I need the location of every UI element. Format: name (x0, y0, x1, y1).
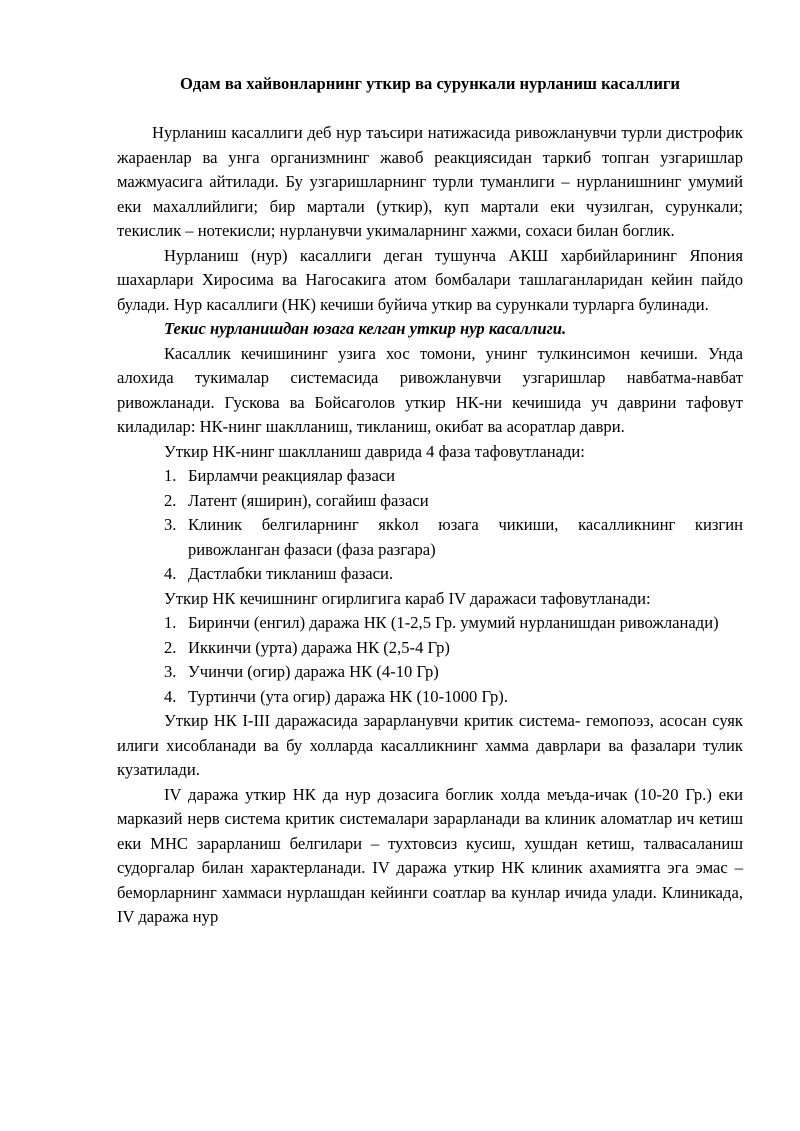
list-item (164, 562, 743, 587)
list-text: Биринчи (енгил) даража НК (1-2,5 Гр. умумий нурланишдан ривожланади) (188, 613, 719, 632)
document-title: Одам ва хайвонларнинг уткир ва сурункали нурланиш касаллиги (180, 74, 680, 93)
phases-list (117, 464, 743, 587)
list-item (164, 660, 743, 685)
paragraph-history: Нурланиш (нур) касаллиги деган тушунча АКШ харбийларининг Япония шахарлари Хиросима ва Нагосакига атом бомбалари ташлаганларидан кейин пайдо булади. Нур касаллиги (НК) кечиши буйича уткир ва сурункали турларга булинади. (117, 245, 743, 314)
list-item (164, 489, 743, 514)
list-text: Учинчи (огир) даража НК (4-10 Гр) (188, 662, 439, 681)
list-number: 4. (164, 686, 177, 706)
list-number: 1. (164, 466, 177, 485)
list-item (164, 464, 743, 489)
list-text: Бирламчи реакциялар фазаси (188, 466, 396, 485)
document-page (117, 72, 743, 930)
list-number: 2. (164, 490, 177, 510)
paragraph-critical-system: Уткир НК I-III даражасида зарарланувчи критик система- гемопоэз, асосан суяк илиги хисобланади ва бу холларда касалликнинг хамма даврлари ва фазалари тулик кузатилади. (117, 711, 743, 779)
list-number: 3. (164, 515, 177, 534)
list-number: 4. (164, 564, 177, 583)
section-subheading: Текис нурланишдан юзага келган уткир нур касаллиги. (164, 319, 567, 338)
paragraph-course: Касаллик кечишининг узига хос томони, унинг тулкинсимон кечиши. Унда алохида тукималар системасида ривожланувчи узгаришлар навбатма-навбат ривожланади. Гускова ва Бойсаголов уткир НК-ни кечишида уч даврини тафовут киладилар: НК-нинг шаклланиш, тикланиш, окибат ва асоратлар даври. (117, 343, 743, 436)
list-number: 1. (164, 613, 177, 632)
list-text: Клиник белгиларнинг якkол юзага чикиши, касалликнинг кизгин ривожланган фазаси (фаза разгара) (188, 515, 743, 559)
list-number: 2. (164, 637, 177, 657)
list-item (164, 611, 743, 636)
list-text: Дастлабки тикланиш фазаси. (188, 564, 394, 583)
phases-intro: Уткир НК-нинг шаклланиш даврида 4 фаза тафовутланади: (164, 441, 585, 461)
list-item (164, 636, 743, 661)
list-item (164, 685, 743, 710)
list-text: Туртинчи (ута огир) даража НК (10-1000 Гр). (188, 686, 508, 706)
list-text: Иккинчи (урта) даража НК (2,5-4 Гр) (188, 637, 450, 657)
list-number: 3. (164, 662, 177, 681)
degrees-list (117, 611, 743, 709)
list-text: Латент (яширин), согайиш фазаси (188, 490, 429, 510)
paragraph-definition: Нурланиш касаллиги деб нур таъсири натижасида ривожланувчи турли дистрофик жараенлар ва унга организмнинг жавоб реакциясидан таркиб топган узгаришлар мажмуасига айтилади. Бу узгаришларнинг турли туманлиги – нурланишнинг умумий еки махаллийлиги; бир мартали (уткир), куп мартали еки чузилган, сурункали; текислик – нотекисли; нурланувчи укималарнинг хажми, сохаси билан боглик. (117, 123, 743, 240)
degrees-intro: Уткир НК кечишнинг огирлигига караб IV даражаси тафовутланади: (164, 588, 651, 608)
paragraph-degree-iv: IV даража уткир НК да нур дозасига боглик холда меъда-ичак (10-20 Гр.) еки марказий нерв система критик системалари зарарланади ва клиник аломатлар ич кетиш еки МНС зарарланиш белгилари – тухтовсиз кусиш, хушдан кетиш, талвасаланиш судоргалар билан характерланади. IV даража уткир НК клиник ахамиятга эга эмас – беморларнинг хаммаси нурлашдан кейинги соатлар ва кунлар ичида улади. Клиникада, IV даража нур (117, 784, 743, 926)
list-item (164, 513, 743, 562)
